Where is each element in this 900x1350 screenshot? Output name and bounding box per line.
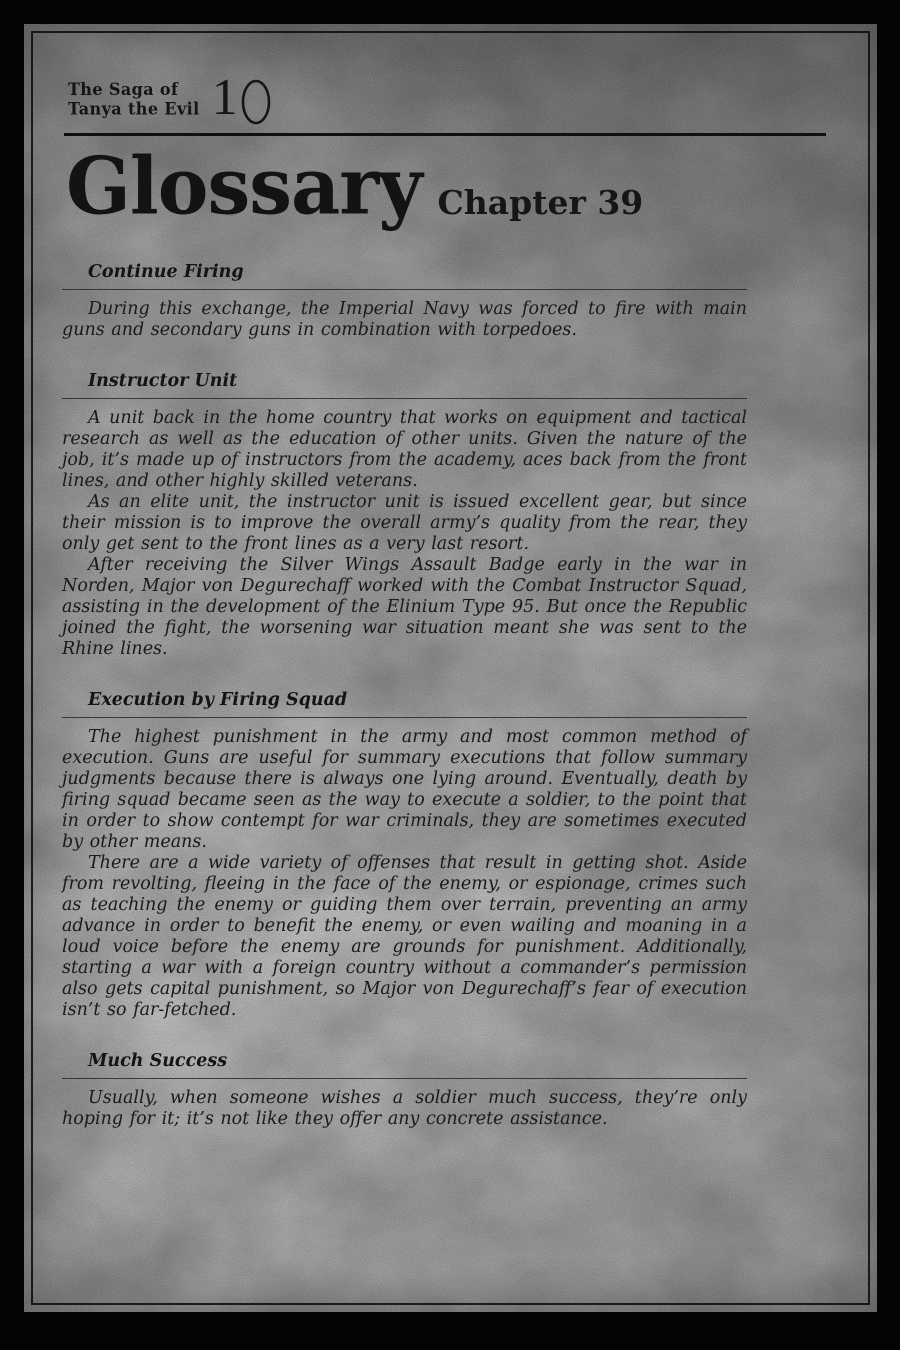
volume-digit-one: 1 [211, 69, 238, 126]
entry-paragraph: The highest punishment in the army and most common method of execution. Guns are useful for summary executions that follow summary judgments because there is always one lying around. Eventually, death by firing squad became seen as the way to execute a soldier, to the point that in order to show contempt for war criminals, they are sometimes executed by other means. [62, 727, 747, 852]
entry-term: Execution by Firing Squad [62, 690, 747, 718]
page-title: Glossary [66, 140, 422, 233]
entry-term: Instructor Unit [62, 371, 747, 399]
series-title-line2: Tanya the Evil [68, 99, 200, 119]
entry-paragraph: As an elite unit, the instructor unit is issued excellent gear, but since their mission is to improve the overall army’s quality from the rear, they only get sent to the front lines as a very last resort. [62, 492, 747, 554]
page-header [62, 69, 747, 233]
entry-term: Much Success [62, 1051, 747, 1079]
entry-body [62, 718, 747, 1021]
glossary-entry [62, 690, 747, 1021]
glossary-page [24, 24, 877, 1312]
volume-digit-zero-icon [240, 78, 272, 126]
page-content [24, 24, 877, 1312]
glossary-entries [62, 262, 747, 1130]
series-brand [68, 69, 747, 126]
entry-paragraph: A unit back in the home country that works on equipment and tactical research as well as the education of other units. Given the nature of the job, it’s made up of instructors from the academy, aces back from the front lines, and other highly skilled veterans. [62, 408, 747, 491]
chapter-label: Chapter 39 [437, 183, 644, 222]
entry-paragraph: During this exchange, the Imperial Navy was forced to fire with main guns and secondary guns in combination with torpedoes. [62, 299, 747, 340]
entry-paragraph: Usually, when someone wishes a soldier much success, they’re only hoping for it; it’s not like they offer any concrete assistance. [62, 1088, 747, 1129]
glossary-entry [62, 262, 747, 341]
entry-paragraph: There are a wide variety of offenses that result in getting shot. Aside from revolting, fleeing in the face of the enemy, or espionage, crimes such as teaching the enemy or guiding them over terrain, preventing an army advance in order to benefit the enemy, or even wailing and moaning in a loud voice before the enemy are grounds for punishment. Additionally, starting a war with a foreign country without a commander’s permission also gets capital punishment, so Major von Degurechaff’s fear of execution isn’t so far-fetched. [62, 853, 747, 1020]
series-title [68, 79, 200, 119]
header-rule [64, 133, 826, 136]
entry-paragraph: After receiving the Silver Wings Assault Badge early in the war in Norden, Major von Degurechaff worked with the Combat Instructor Squad, assisting in the development of the Elinium Type 95. But once the Republic joined the fight, the worsening war situation meant she was sent to the Rhine lines. [62, 555, 747, 659]
glossary-entry [62, 371, 747, 660]
glossary-entry [62, 1051, 747, 1130]
entry-term: Continue Firing [62, 262, 747, 290]
title-row [66, 140, 747, 233]
series-title-line1: The Saga of [68, 79, 179, 99]
entry-body [62, 399, 747, 660]
volume-number [211, 69, 272, 126]
entry-body [62, 1079, 747, 1130]
entry-body [62, 290, 747, 341]
